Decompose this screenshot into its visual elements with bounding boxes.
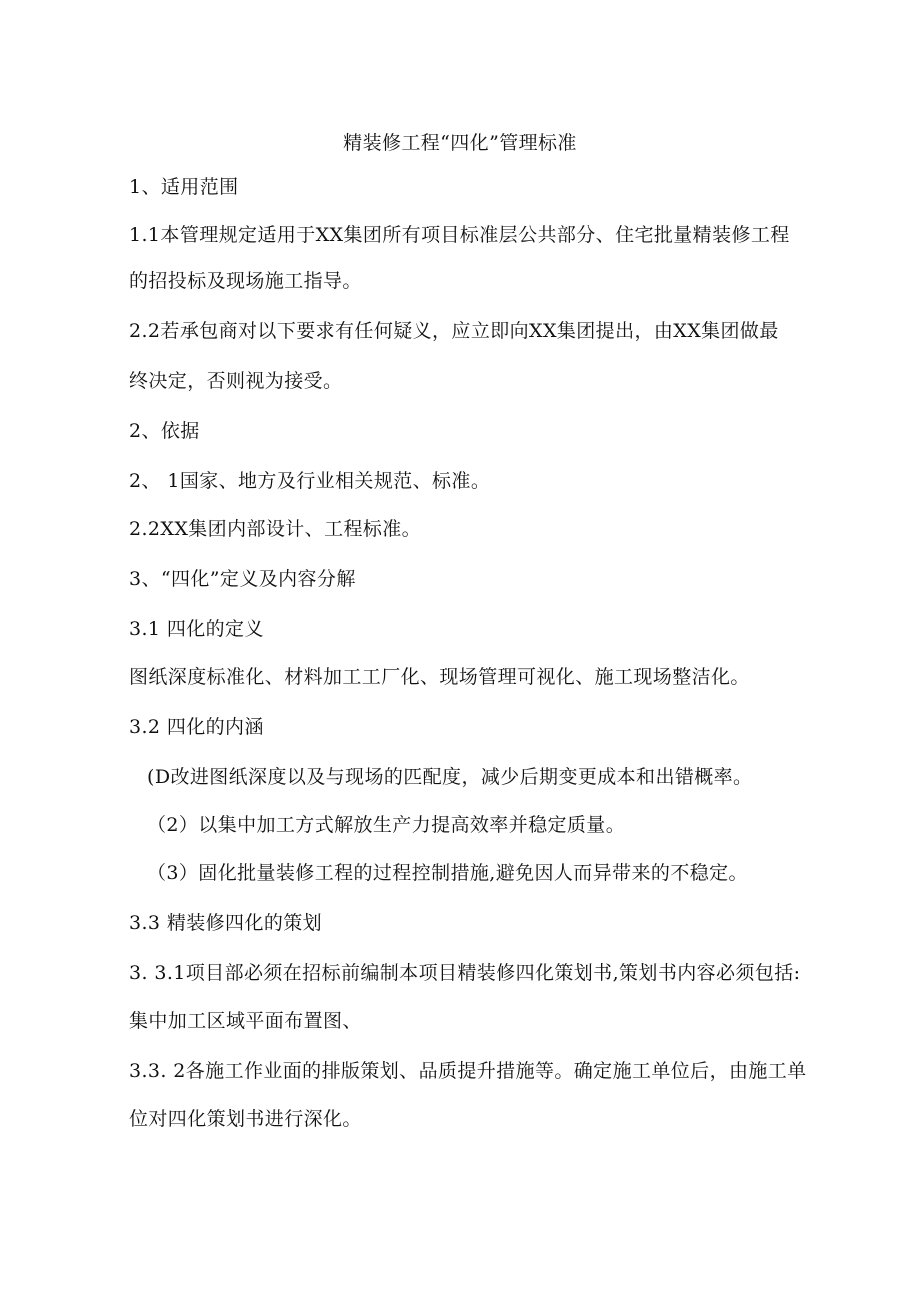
list-item: （2）以集中加工方式解放生产力提高效率并稳定质量。 [147,814,626,836]
paragraph-line: 2.2若承包商对以下要求有任何疑义，应立即向XX集团提出，由XX集团做最 [129,320,779,342]
paragraph-line: 位对四化策划书进行深化。 [129,1108,362,1130]
paragraph-line: 图纸深度标准化、材料加工工厂化、现场管理可视化、施工现场整洁化。 [129,666,750,688]
paragraph-line: 1.1本管理规定适用于XX集团所有项目标准层公共部分、住宅批量精装修工程 [129,224,790,246]
paragraph-line: 集中加工区域平面布置图、 [129,1010,362,1032]
paragraph-line: 2、 1国家、地方及行业相关规范、标准。 [129,470,491,492]
subsection-heading: 3.3 精装修四化的策划 [129,912,323,934]
subsection-heading: 3.1 四化的定义 [129,618,264,640]
document-title: 精装修工程“四化”管理标准 [343,132,577,154]
paragraph-line: 终决定，否则视为接受。 [129,370,343,392]
paragraph-line: 2.2XX集团内部设计、工程标准。 [129,518,422,540]
paragraph-line: 3.3. 2各施工作业面的排版策划、品质提升措施等。确定施工单位后，由施工单 [129,1060,807,1082]
list-item: （3）固化批量装修工程的过程控制措施,避免因人而异带来的不稳定。 [147,862,748,884]
section-heading-scope: 1、适用范围 [129,176,239,198]
paragraph-line: 3. 3.1项目部必须在招标前编制本项目精装修四化策划书,策划书内容必须包括: [129,962,801,984]
subsection-heading: 3.2 四化的内涵 [129,716,264,738]
section-heading-four-modernizations: 3、“四化”定义及内容分解 [129,568,356,590]
list-item: (D改进图纸深度以及与现场的匹配度，减少后期变更成本和出错概率。 [147,766,753,788]
paragraph-line: 的招投标及现场施工指导。 [129,270,362,292]
section-heading-basis: 2、依据 [129,420,200,442]
